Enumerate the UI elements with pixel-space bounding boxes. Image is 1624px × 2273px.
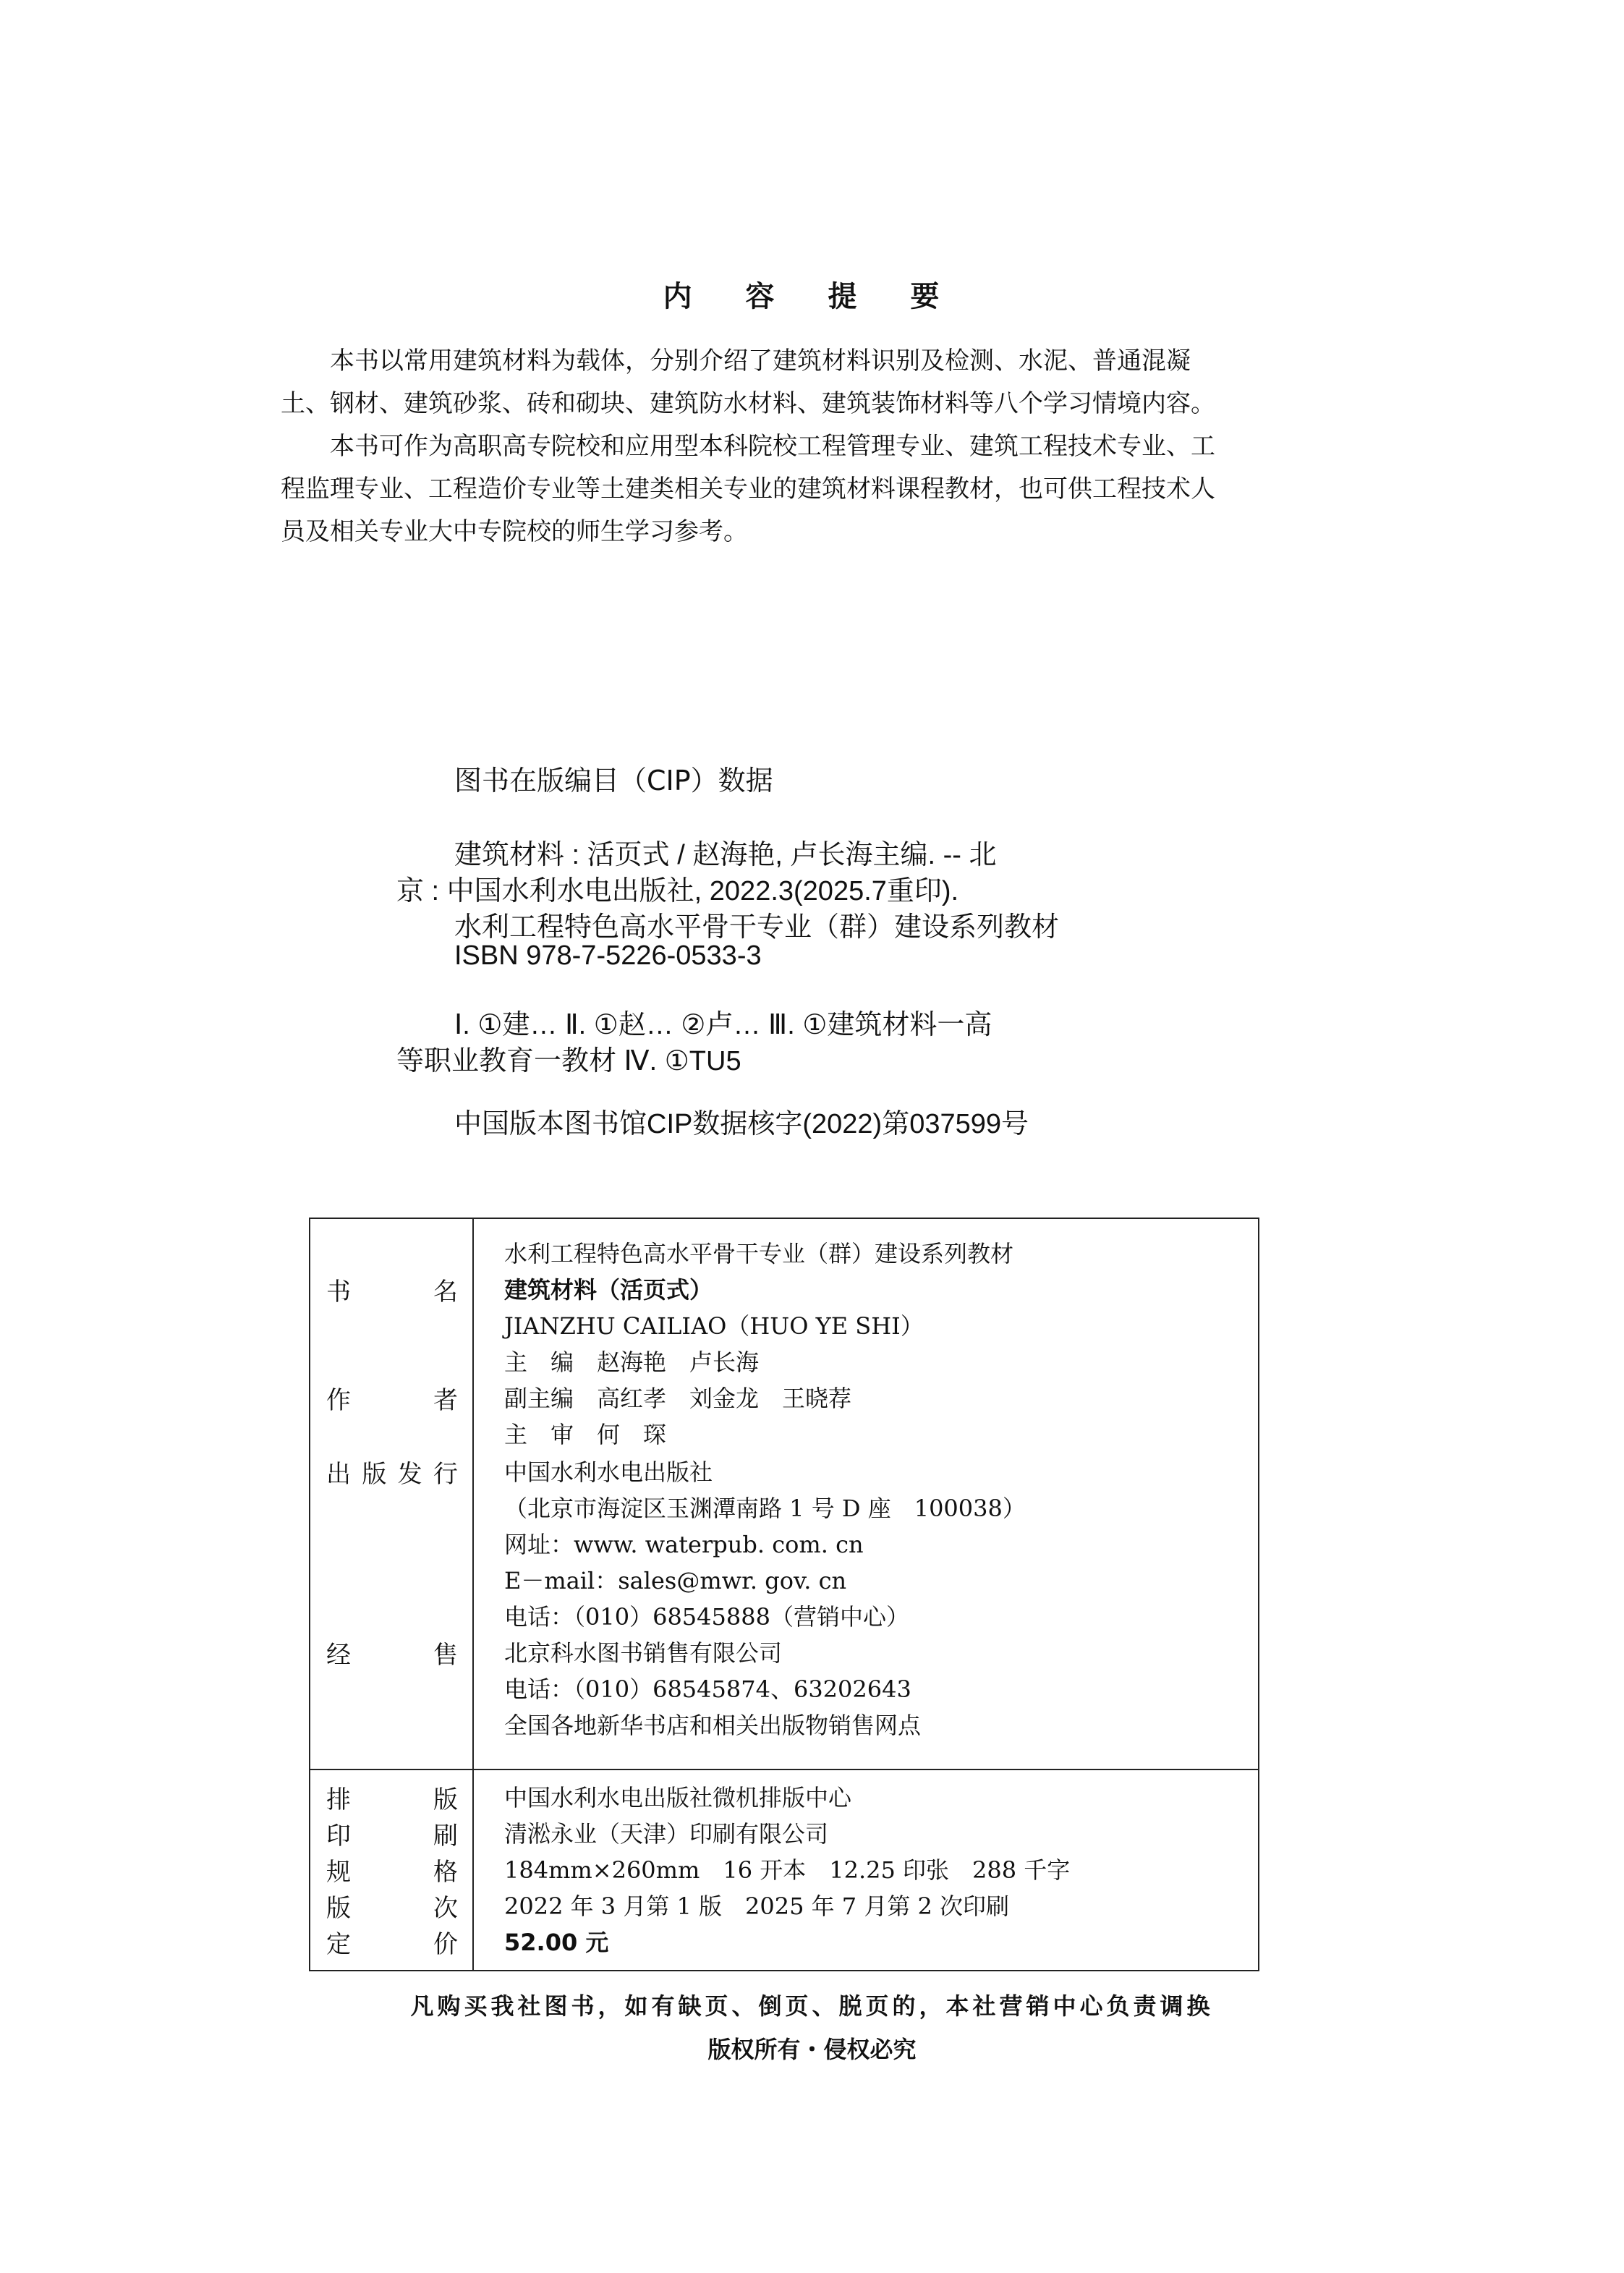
paragraph-line: 程监理专业、工程造价专业等土建类相关专业的建筑材料课程教材，也可供工程技术人 (281, 475, 1215, 504)
table-divider-horizontal (310, 1769, 1258, 1770)
paragraph-line: 本书以常用建筑材料为载体，分别介绍了建筑材料识别及检测、水泥、普通混凝 (330, 347, 1191, 375)
cip-line-5: Ⅰ. ①建… Ⅱ. ①赵… ②卢… Ⅲ. ①建筑材料一高 (454, 1010, 992, 1040)
label-book-name: 书 名 (326, 1278, 458, 1307)
value-typeset: 中国水利水电出版社微机排版中心 (504, 1784, 852, 1811)
cip-number: 中国版本图书馆CIP数据核字(2022)第037599号 (454, 1109, 1029, 1139)
label-spec: 规 格 (326, 1858, 458, 1887)
value-distributor-phone: 电话：（010）68545874、63202643 (504, 1675, 911, 1703)
value-publisher-address: （北京市海淀区玉渊潭南路 1 号 D 座 100038） (504, 1495, 1026, 1522)
label-publisher: 出版发行 (326, 1460, 458, 1489)
value-pinyin: JIANZHU CAILIAO（HUO YE SHI） (504, 1312, 924, 1340)
label-author: 作 者 (326, 1386, 458, 1415)
value-chief-editor: 主 编 赵海艳 卢长海 (504, 1348, 760, 1376)
label-typeset: 排 版 (326, 1785, 458, 1814)
paragraph-line: 本书可作为高职高专院校和应用型本科院校工程管理专业、建筑工程技术专业、工 (330, 432, 1215, 461)
paragraph-line: 土、钢材、建筑砂浆、砖和砌块、建筑防水材料、建筑装饰材料等八个学习情境内容。 (281, 389, 1215, 418)
value-price: 52.00 元 (504, 1929, 609, 1956)
publication-info-table (309, 1218, 1259, 1971)
value-distributor-name: 北京科水图书销售有限公司 (504, 1639, 783, 1667)
label-price: 定 价 (326, 1930, 458, 1959)
value-spec: 184mm×260mm 16 开本 12.25 印张 288 千字 (504, 1856, 1071, 1884)
value-email: E－mail：sales@mwr. gov. cn (504, 1567, 847, 1594)
paragraph-line: 员及相关专业大中专院校的师生学习参考。 (281, 517, 748, 546)
label-distributor: 经 售 (326, 1641, 458, 1670)
replacement-notice: 凡购买我社图书，如有缺页、倒页、脱页的，本社营销中心负责调换 (410, 1992, 1214, 2020)
summary-title: 内 容 提 要 (663, 280, 961, 313)
cip-line-2: 京 : 中国水利水电出版社, 2022.3(2025.7重印). (396, 876, 959, 906)
table-divider-vertical (472, 1219, 474, 1970)
summary-paragraph-1 (281, 340, 1322, 425)
value-edition: 2022 年 3 月第 1 版 2025 年 7 月第 2 次印刷 (504, 1892, 1010, 1920)
cip-line-3: 水利工程特色高水平骨干专业（群）建设系列教材 (454, 912, 1060, 943)
cip-line-1: 建筑材料 : 活页式 / 赵海艳, 卢长海主编. -- 北 (454, 840, 997, 870)
value-phone-sales: 电话：（010）68545888（营销中心） (504, 1603, 909, 1631)
value-publisher-name: 中国水利水电出版社 (504, 1458, 713, 1486)
copyright-notice: 版权所有・侵权必究 (707, 2036, 917, 2063)
label-edition: 版 次 (326, 1894, 458, 1923)
value-series: 水利工程特色高水平骨干专业（群）建设系列教材 (504, 1240, 1014, 1267)
value-distributor-network: 全国各地新华书店和相关出版物销售网点 (504, 1712, 922, 1739)
value-reviewer: 主 审 何 琛 (504, 1421, 667, 1448)
cip-line-6: 等职业教育一教材 Ⅳ. ①TU5 (396, 1046, 741, 1076)
cip-isbn: ISBN 978-7-5226-0533-3 (454, 940, 762, 971)
label-printer: 印 刷 (326, 1822, 458, 1851)
value-book-title: 建筑材料（活页式） (504, 1276, 713, 1304)
cip-title: 图书在版编目（CIP）数据 (454, 765, 773, 796)
summary-paragraph-2 (281, 425, 1322, 553)
value-printer: 清淞永业（天津）印刷有限公司 (504, 1820, 829, 1848)
value-deputy-editor: 副主编 高红孝 刘金龙 王晓荐 (504, 1385, 852, 1412)
value-website: 网址：www. waterpub. com. cn (504, 1531, 864, 1558)
